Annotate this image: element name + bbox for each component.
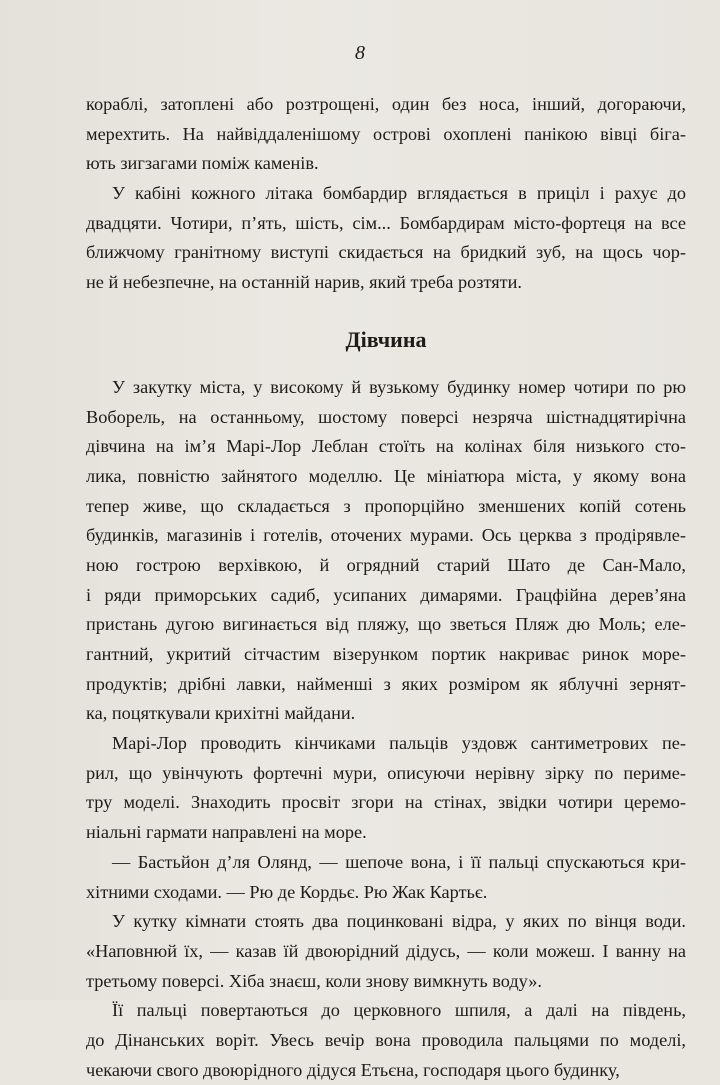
paragraph [86,996,686,1085]
text-line: чекаючи свого двоюрідного дідуся Етьєна, господаря цього будинку, [86,1059,620,1080]
text-line: не й небезпечне, на останній нарив, який треба розтяти. [86,272,522,293]
text-line: будинків, магазинів і готелів, оточених мурами. Ось церква з продірявле- [86,525,686,546]
paragraph [86,90,686,179]
paragraph [86,179,686,298]
text-block [86,90,686,1085]
text-line: У закутку міста, у високому й вузькому будинку номер чотири по рю [112,376,686,397]
text-line: ближчому гранітному виступі скидається на бридкий зуб, на щось чор- [86,242,686,263]
text-line: мерехтить. На найвіддаленішому острові охоплені панікою вівці біга- [86,123,686,144]
text-line: гантний, укритий сітчастим візерунком портик накриває ринок море- [86,644,686,664]
text-line: дівчина на ім’я Марі-Лор Леблан стоїть на колінах біля низького сто- [86,436,686,457]
text-line: ють зигзагами поміж каменів. [86,153,319,174]
text-line: рил, що увінчують фортечні мури, описуючи нерівну зірку по периме- [86,762,686,783]
text-line: У кутку кімнати стоять два поцинковані відра, у яких по вінця води. [112,911,686,932]
paragraph [86,373,686,729]
text-line: тепер живе, що складається з пропорційно зменшених копій сотень [86,495,686,516]
text-line: — Бастьйон д’ля Олянд, — шепоче вона, і її пальці спускаються кри- [112,851,686,872]
page-number: 8 [355,42,365,64]
text-line: У кабіні кожного літака бомбардир вглядається в приціл і рахує до [112,183,686,204]
text-line: до Дінанських воріт. Увесь вечір вона проводила пальцями по моделі, [86,1029,686,1050]
text-line: ною гострою верхівкою, й огрядний старий Шато де Сан-Мало, [86,554,686,575]
text-line: третьому поверсі. Хіба знаєш, коли знову вимкнуть воду». [86,970,542,991]
text-line: і ряди приморських садиб, усипаних димарями. Грацфійна дерев’яна [86,584,686,605]
text-line: ка, поцяткували крихітні майдани. [86,703,356,724]
text-line: Воборель, на останньому, шостому поверсі незряча шістнадцятирічна [86,406,686,427]
paragraph [86,848,686,907]
text-line: продуктів; дрібні лавки, найменші з яких розміром як яблучні зернят- [86,673,686,694]
text-line: пристань дугою вигинається від пляжу, що зветься Пляж дю Моль; еле- [86,614,686,635]
section-before [86,90,686,298]
text-line: кораблі, затоплені або розтрощені, один без носа, інший, догораючи, [86,94,686,114]
paragraph [86,729,686,848]
text-line: хітними сходами. — Рю де Кордьє. Рю Жак Картьє. [86,881,488,902]
text-line: «Наповнюй їх, — казав їй двоюрідний дідусь, — коли можеш. І ванну на [86,940,686,961]
paragraph [86,907,686,996]
text-line: двадцяти. Чотири, п’ять, шість, сім... Бомбардирам місто-фортеця на все [86,212,686,233]
text-line: тру моделі. Знаходить просвіт згори на стінах, звідки чотири церемо- [86,792,686,813]
text-line: Її пальці повертаються до церковного шпиля, а далі на південь, [112,1000,686,1021]
text-line: Марі-Лор проводить кінчиками пальців уздовж сантиметрових пе- [112,733,686,754]
text-line: ніальні гармати направлені на море. [86,822,367,843]
chapter-title: Дівчина [345,326,427,352]
section-after [86,373,686,1085]
text-line: лика, повністю зайнятого моделлю. Це мініатюра міста, у якому вона [86,465,686,486]
